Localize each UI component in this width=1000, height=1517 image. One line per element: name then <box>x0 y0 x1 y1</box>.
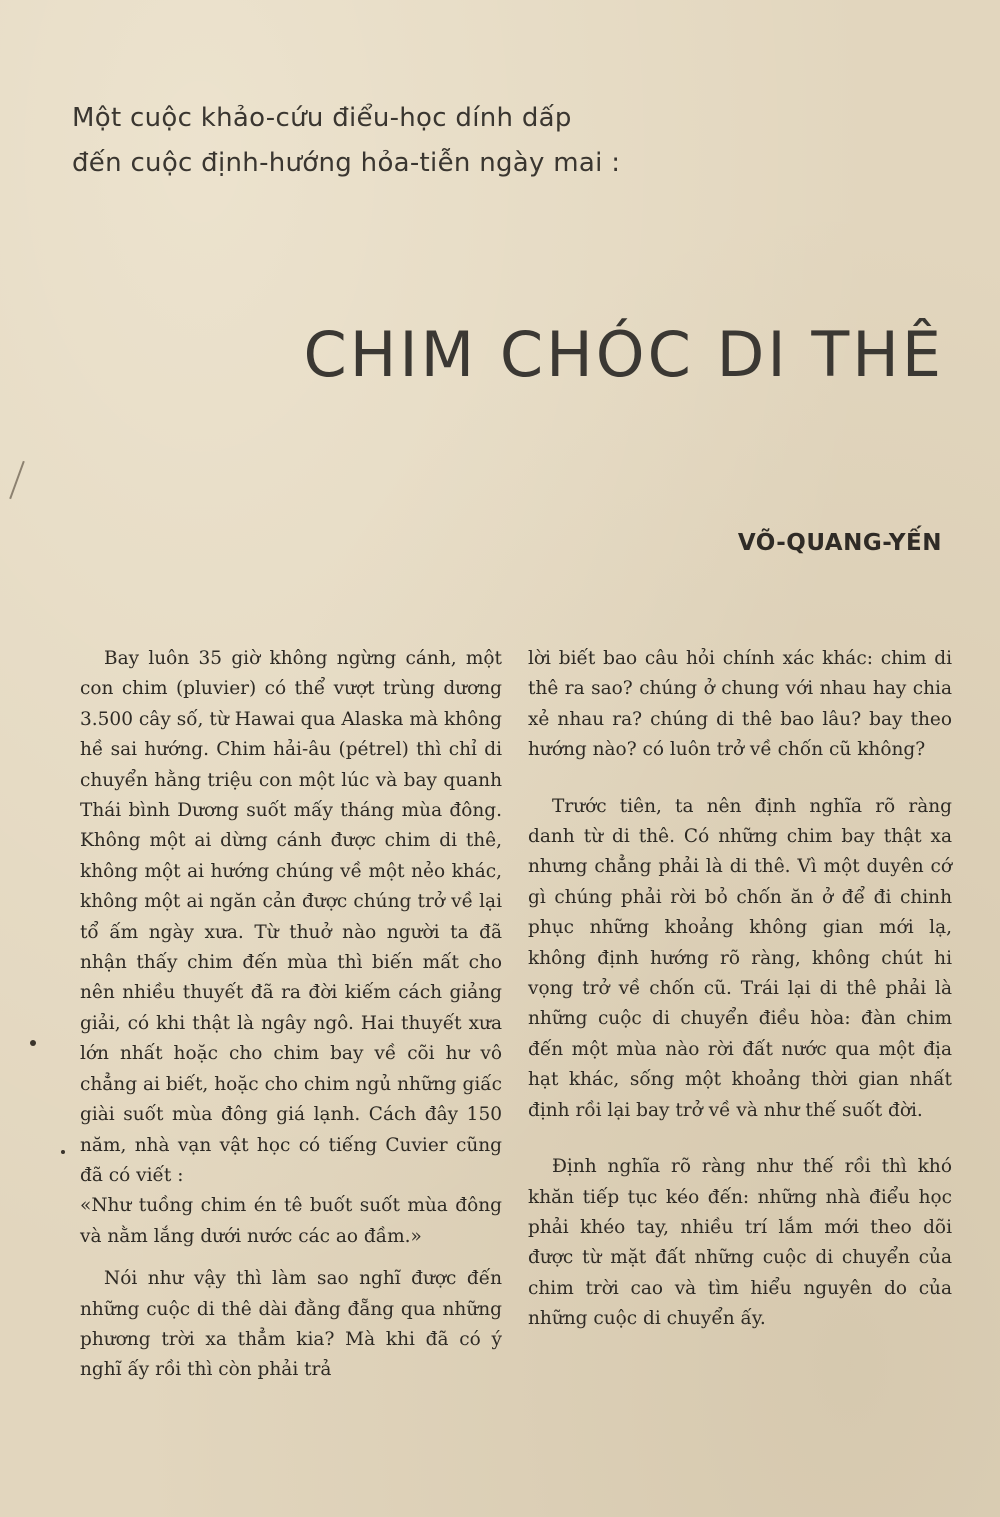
author-byline: VÕ-QUANG-YẾN <box>737 530 942 556</box>
ink-speck <box>61 1150 65 1154</box>
left-column <box>80 644 502 1386</box>
right-paragraph-2: Trước tiên, ta nên định nghĩa rõ ràng danh từ di thê. Có những chim bay thật xa nhưng chẳng phải là di thê. Vì một duyên cớ gì chúng phải rời bỏ chốn ăn ở để đi chinh phục những khoảng không gian mới lạ, không định hướng rõ ràng, không chút hi vọng trở về chốn cũ. Trái lại di thê phải là những cuộc di chuyển điều hòa: đàn chim đến một mùa nào rời đất nước qua một địa hạt khác, sống một khoảng thời gian nhất định rồi lại bay trở về và như thế suốt đời. <box>528 795 952 1121</box>
paper-scratch <box>9 461 25 499</box>
right-paragraph-1: lời biết bao câu hỏi chính xác khác: chim di thê ra sao? chúng ở chung với nhau hay chia xẻ nhau ra? chúng di thê bao lâu? bay theo hướng nào? có luôn trở về chốn cũ không? <box>528 648 952 761</box>
left-paragraph-1: Bay luôn 35 giờ không ngừng cánh, một con chim (pluvier) có thể vượt trùng dương 3.500 cây số, từ Hawai qua Alaska mà không hề sai hướng. Chim hải-âu (pétrel) thì chỉ di chuyển hằng triệu con một lúc và bay quanh Thái bình Dương suốt mấy tháng mùa đông. Không một ai dừng cánh được chim di thê, không một ai hướng chúng về một nẻo khác, không một ai ngăn cản được chúng trở về lại tổ ấm ngày xưa. Từ thuở nào người ta đã nhận thấy chim đến mùa thì biến mất cho nên nhiều thuyết đã ra đời kiếm cách giảng giải, có khi thật là ngây ngô. Hai thuyết xưa lớn nhất hoặc cho chim bay về cõi hư vô chẳng ai biết, hoặc cho chim ngủ những giấc giài suốt mùa đông giá lạnh. Cách đây 150 năm, nhà vạn vật học có tiếng Cuvier cũng đã có viết : <box>80 648 502 1186</box>
left-paragraph-2: Nói như vậy thì làm sao nghĩ được đến những cuộc di thê dài đằng đẵng qua những phương trời xa thẳm kia? Mà khi đã có ý nghĩ ấy rồi thì còn phải trả <box>80 1268 502 1381</box>
ink-speck <box>30 1040 36 1046</box>
article-title: CHIM CHÓC DI THÊ <box>303 318 944 391</box>
right-column <box>528 644 952 1335</box>
kicker-heading <box>72 96 712 186</box>
kicker-line-1: Một cuộc khảo-cứu điểu-học dính dấp <box>72 103 572 133</box>
kicker-line-2: đến cuộc định-hướng hỏa-tiễn ngày mai : <box>72 148 621 178</box>
right-paragraph-3: Định nghĩa rõ ràng như thế rồi thì khó khăn tiếp tục kéo đến: những nhà điểu học phải khéo tay, nhiều trí lắm mới theo dõi được từ mặt đất những cuộc di chuyển của chim trời cao và tìm hiểu nguyên do của những cuộc di chuyển ấy. <box>528 1156 952 1330</box>
left-quote: «Như tuồng chim én tê buốt suốt mùa đông và nằm lắng dưới nước các ao đầm.» <box>80 1195 502 1247</box>
